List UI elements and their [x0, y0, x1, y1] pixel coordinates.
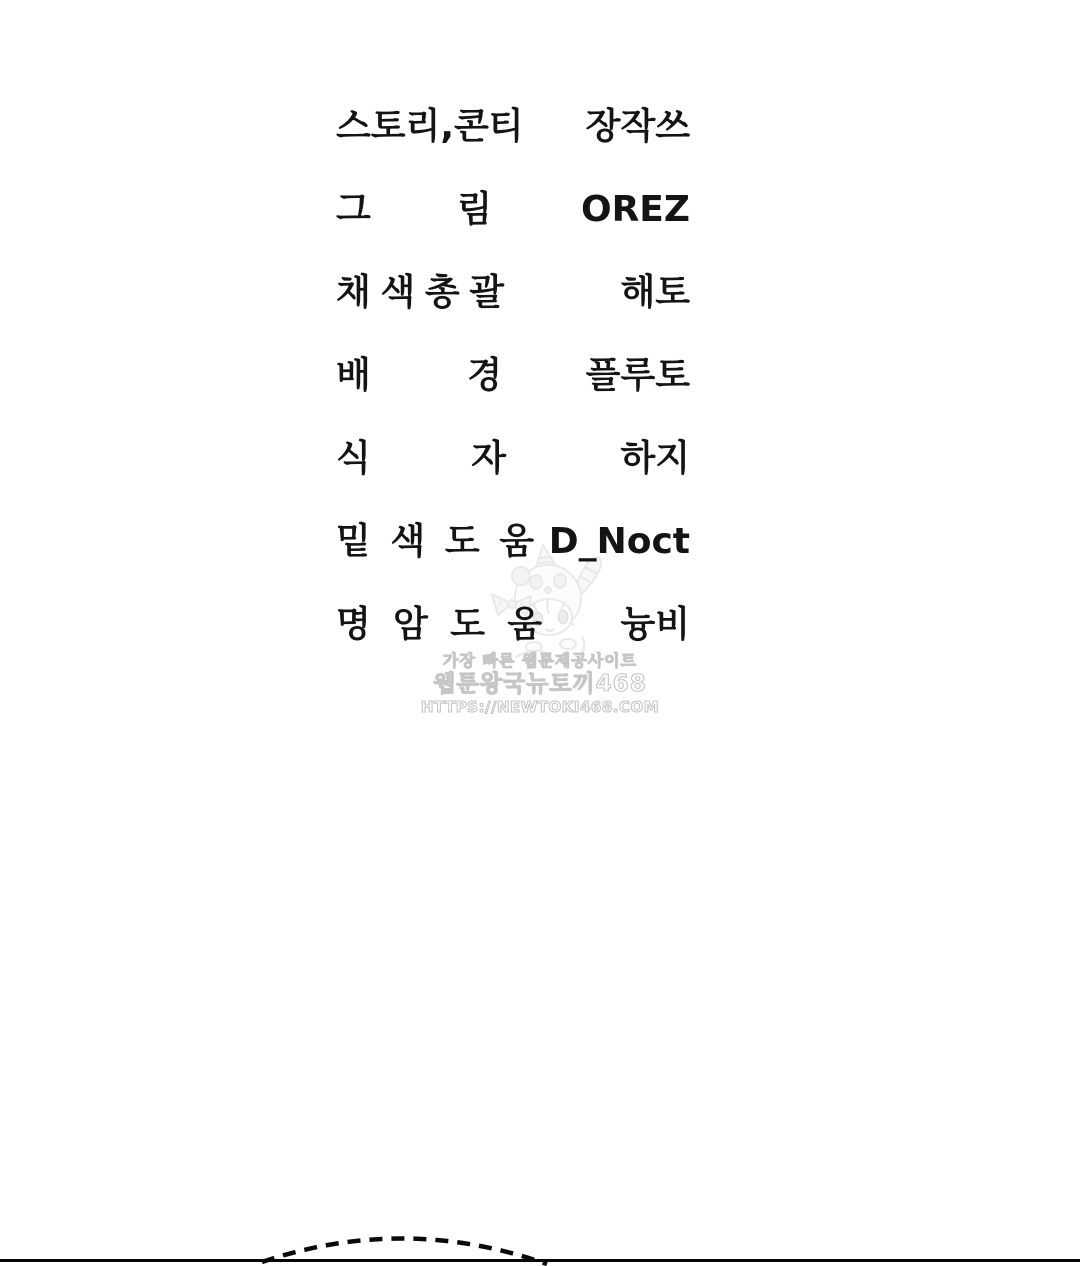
credits-list [336, 106, 690, 687]
credit-row [336, 106, 690, 189]
credit-role-part: 색 [380, 272, 416, 313]
credit-role-part: 림 [457, 189, 492, 230]
credit-role [336, 438, 506, 480]
credit-row [336, 355, 690, 438]
credit-row [336, 189, 690, 272]
credit-role-part: 배 [336, 355, 371, 396]
credit-role-part: 밑 [336, 521, 371, 562]
credit-role [336, 355, 502, 397]
panel-border-line [0, 1259, 1080, 1262]
credit-role [336, 521, 534, 563]
watermark-site-name: 웹툰왕국뉴토끼468 [433, 671, 647, 697]
credit-role [336, 189, 492, 231]
dashed-arc-decoration [0, 1200, 1080, 1266]
credit-role-part: 도 [450, 604, 485, 645]
credit-person: 늉비 [620, 604, 690, 645]
site-watermark [0, 651, 1080, 716]
credit-person: 플루토 [585, 355, 690, 396]
credit-person: 장작쓰 [585, 106, 690, 147]
credit-role [336, 106, 524, 148]
credit-role-part: 채 [336, 272, 371, 313]
credit-role-part: 색 [390, 521, 426, 562]
credit-role-part: 명 [336, 604, 371, 645]
credit-role [336, 272, 504, 314]
credit-person: 하지 [620, 438, 690, 479]
credit-role-part: 그 [336, 189, 371, 230]
credit-row [336, 521, 690, 604]
credit-role-part: 총 [424, 272, 460, 313]
credit-role-part: 움 [507, 604, 542, 645]
credit-role-part: 괄 [469, 272, 504, 313]
credit-role [336, 604, 542, 646]
credit-role-part: 움 [499, 521, 534, 562]
credit-role-part: 콘티 [454, 106, 524, 147]
credit-role-part: 경 [467, 355, 502, 396]
watermark-tagline: 가장 빠른 웹툰제공사이트 [442, 651, 638, 670]
credit-role-part: 스토리, [336, 106, 455, 147]
credit-row [336, 438, 690, 521]
credit-person: 해토 [620, 272, 690, 313]
credit-role-part: 자 [471, 438, 506, 479]
watermark-url: HTTPS://NEWTOKI468.COM [420, 698, 660, 716]
credit-role-part: 암 [393, 604, 428, 645]
credit-person: D_Noct [548, 521, 690, 562]
credit-role-part: 식 [336, 438, 371, 479]
credit-row [336, 272, 690, 355]
credit-person: OREZ [580, 189, 690, 230]
credit-role-part: 도 [444, 521, 480, 562]
